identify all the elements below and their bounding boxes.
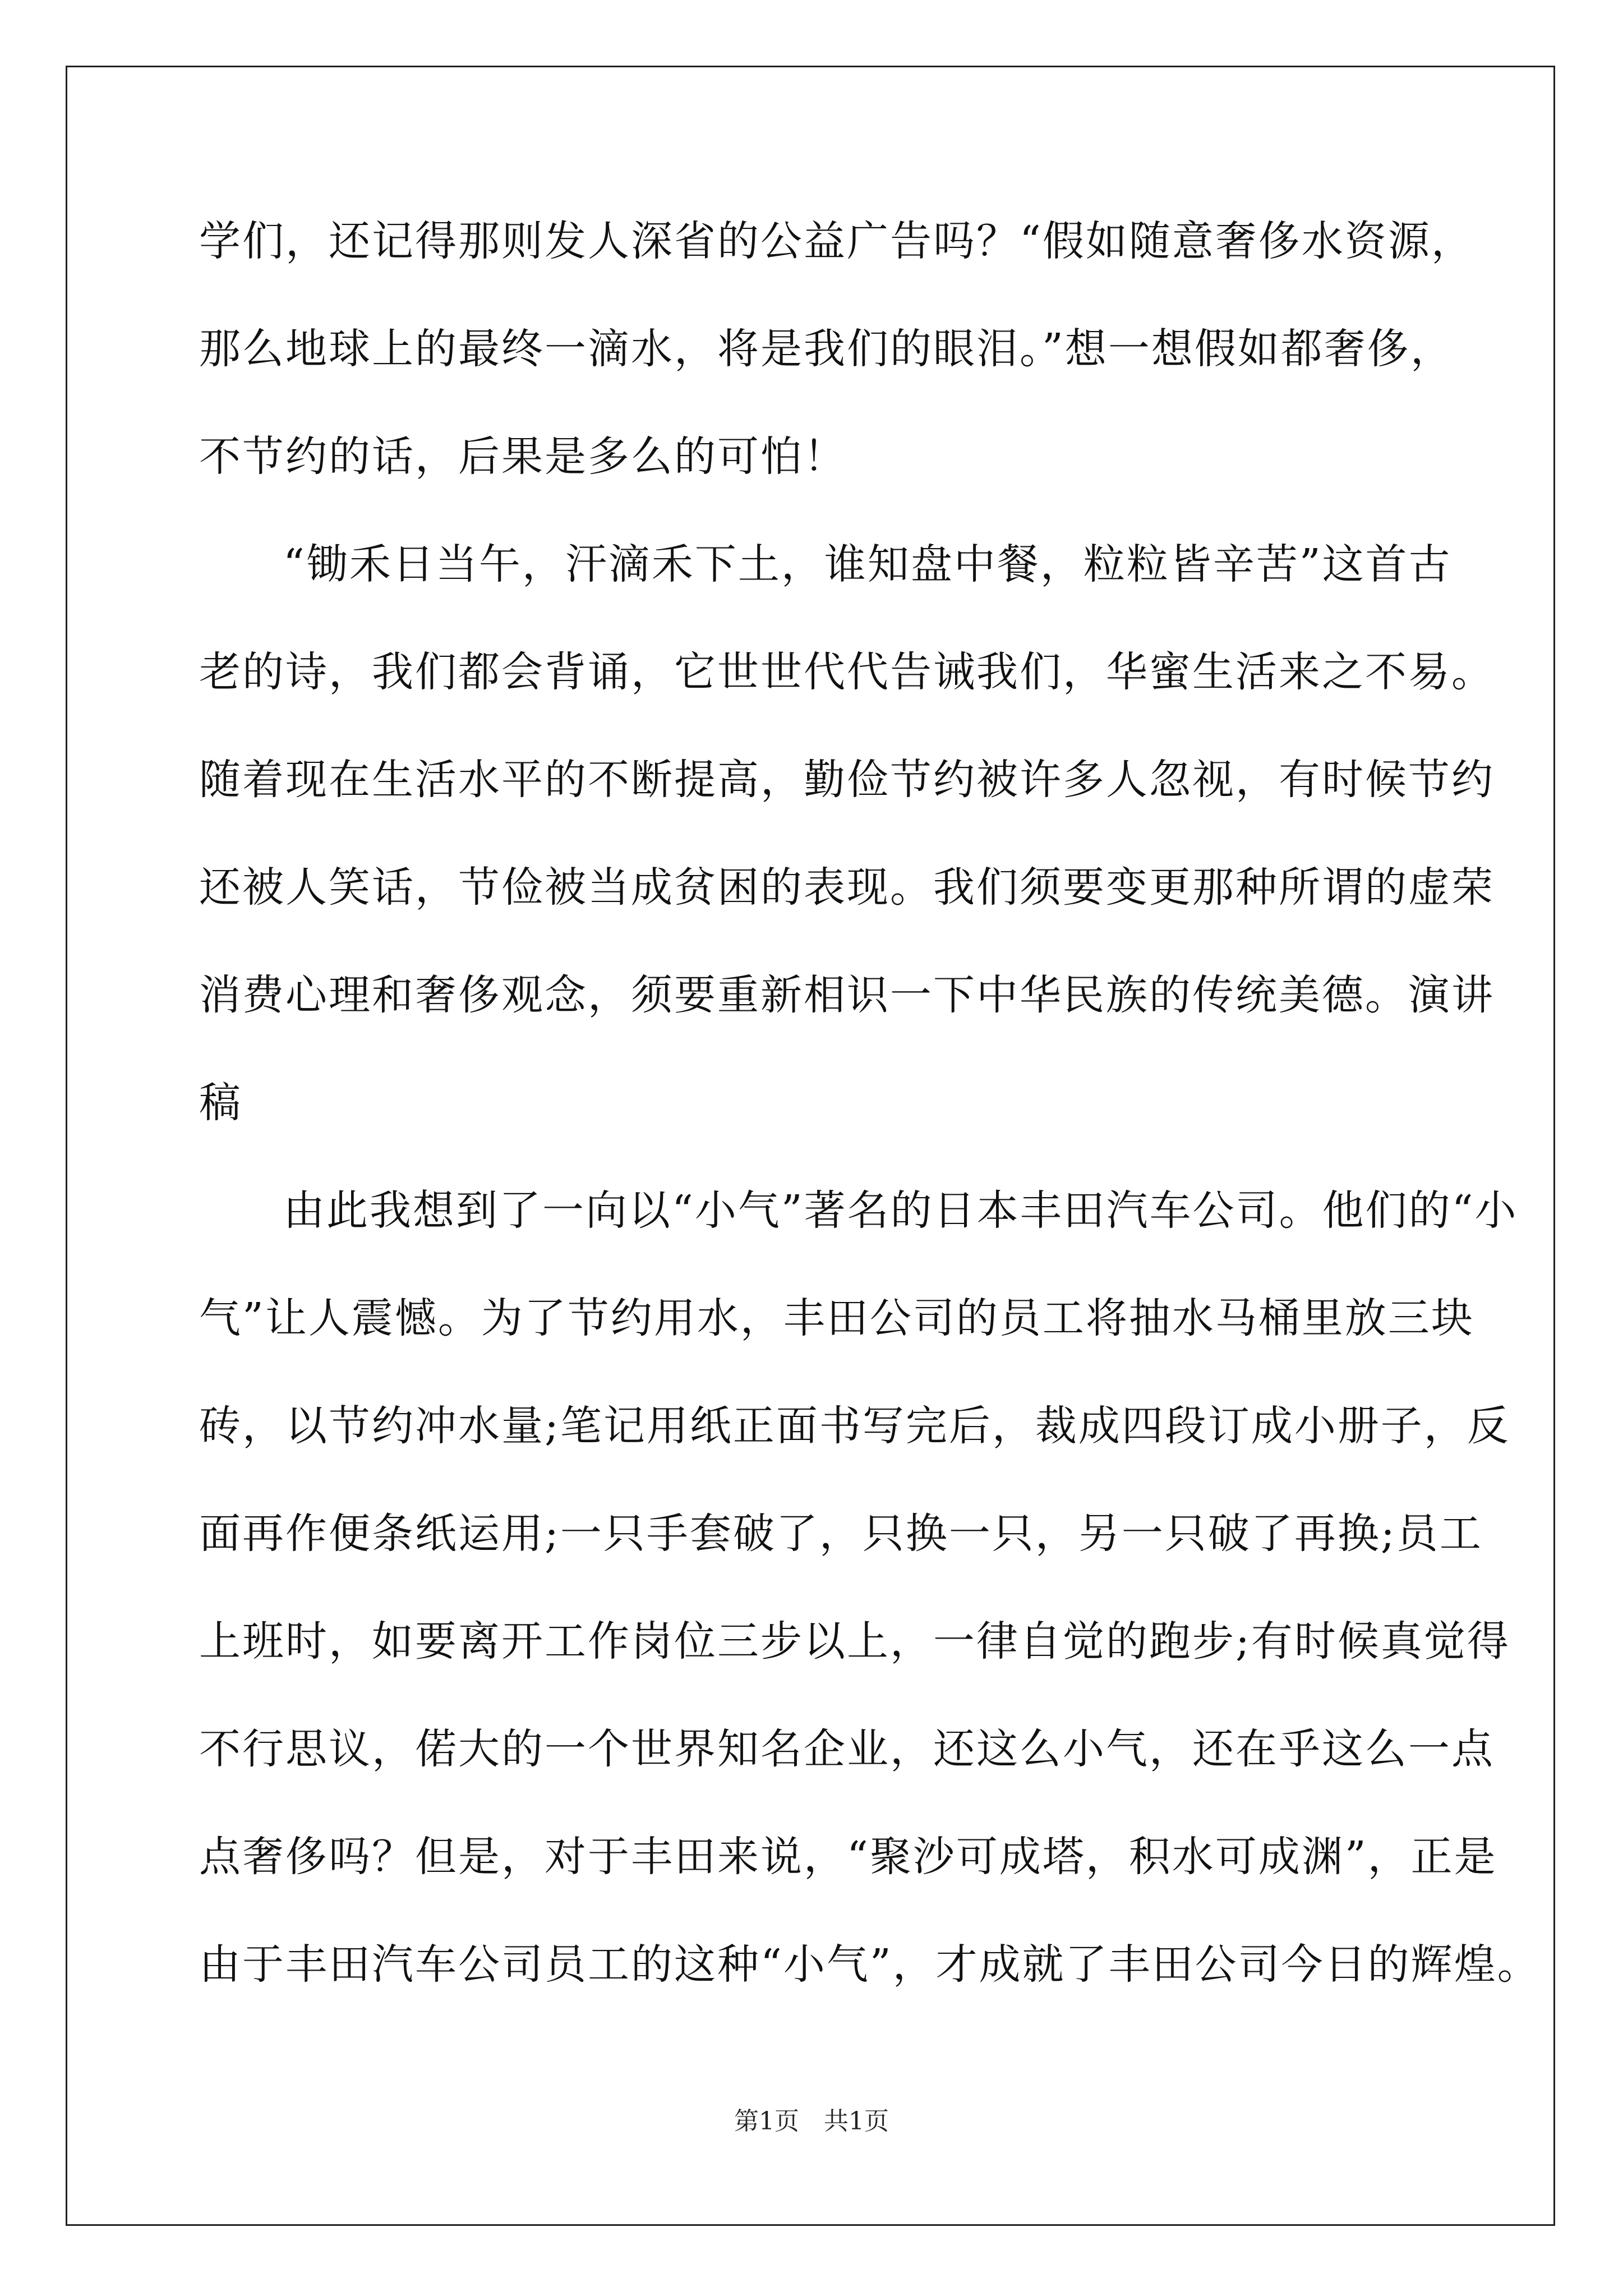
text-line: 由此我想到了一向以“小气”著名的日本丰田汽车公司。他们的“小 xyxy=(283,1186,1518,1235)
text-line: 消费心理和奢侈观念，须要重新相识一下中华民族的传统美德。演讲 xyxy=(199,971,1495,1019)
text-line: 还被人笑话，节俭被当成贫困的表现。我们须要变更那种所谓的虚荣 xyxy=(199,863,1495,912)
text-line: 不行思议，偌大的一个世界知名企业，还这么小气，还在乎这么一点 xyxy=(199,1725,1495,1773)
text-line: 点奢侈吗？但是，对于丰田来说，“聚沙可成塔，积水可成渊”，正是 xyxy=(199,1833,1497,1881)
text-line: 由于丰田汽车公司员工的这种“小气”，才成就了丰田公司今日的辉煌。 xyxy=(199,1940,1541,1989)
document-body xyxy=(199,187,1541,2018)
text-line: 那么地球上的最终一滴水，将是我们的眼泪。”想一想假如都奢侈， xyxy=(199,325,1454,373)
text-line: 气”让人震憾。为了节约用水，丰田公司的员工将抽水马桶里放三块 xyxy=(199,1294,1474,1342)
text-line: 不节约的话，后果是多么的可怕！ xyxy=(199,432,847,481)
text-line: 老的诗，我们都会背诵，它世世代代告诫我们，华蜜生活来之不易。 xyxy=(199,648,1495,696)
text-line: 砖，以节约冲水量;笔记用纸正面书写完后，裁成四段订成小册子，反 xyxy=(199,1402,1510,1450)
text-line: “锄禾日当午，汗滴禾下土，谁知盘中餐，粒粒皆辛苦”这首古 xyxy=(283,540,1452,588)
text-line: 随着现在生活水平的不断提高，勤俭节约被许多人忽视，有时候节约 xyxy=(199,756,1495,804)
text-line: 面再作便条纸运用;一只手套破了，只换一只，另一只破了再换;员工 xyxy=(199,1510,1483,1558)
text-line: 上班时，如要离开工作岗位三步以上，一律自觉的跑步;有时候真觉得 xyxy=(199,1617,1510,1665)
text-line: 学们，还记得那则发人深省的公益广告吗？“假如随意奢侈水资源， xyxy=(199,217,1474,265)
text-line: 稿 xyxy=(199,1079,242,1127)
page-number-footer: 第1页 共1页 xyxy=(734,2107,889,2136)
